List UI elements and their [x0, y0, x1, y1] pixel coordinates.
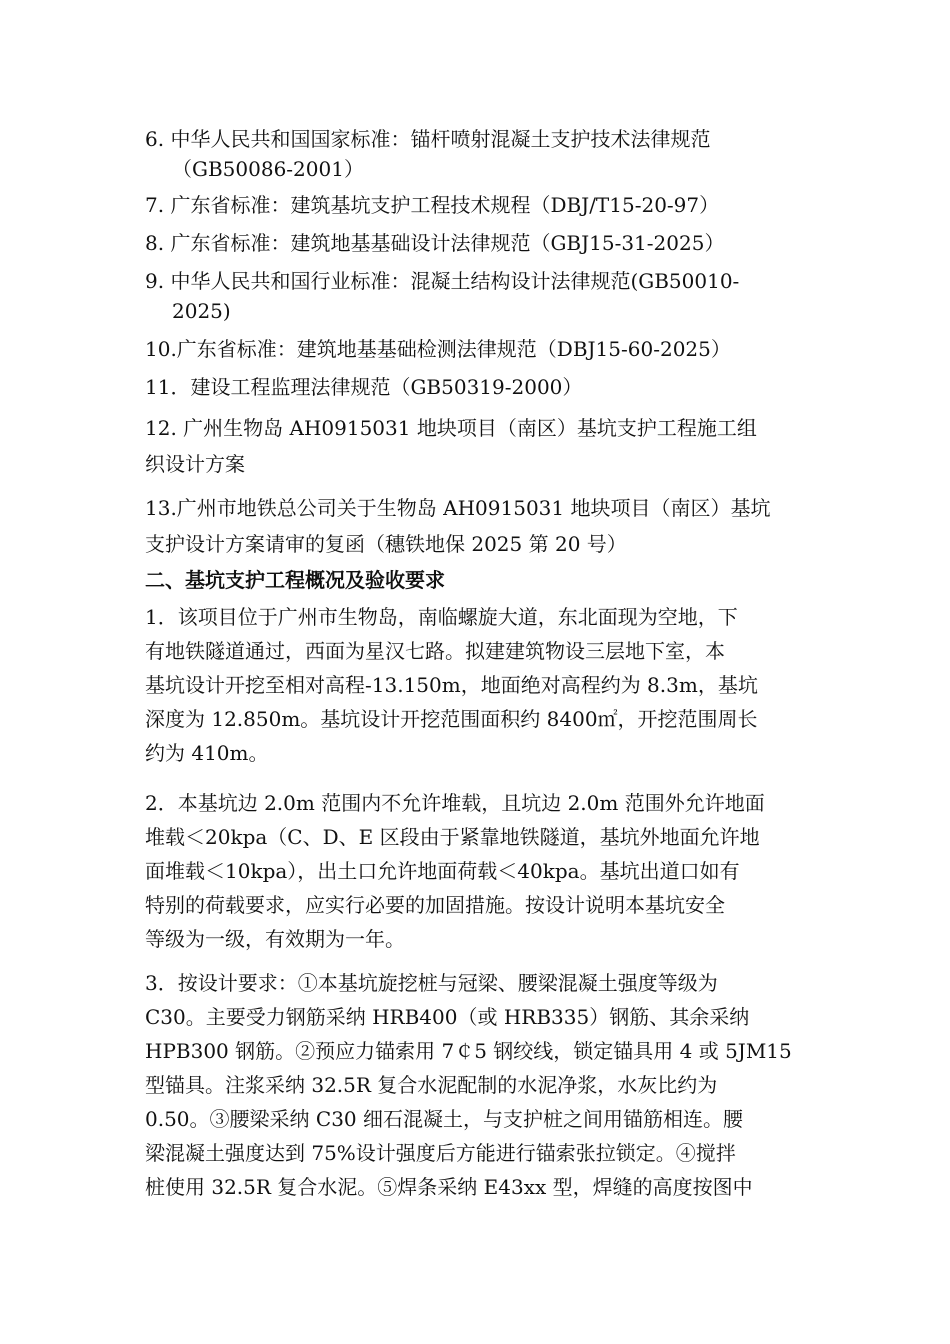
reference-item — [145, 124, 815, 184]
paragraph-line: 桩使用 32.5R 复合水泥。⑤焊条采纳 E43xx 型，焊缝的高度按图中 — [145, 1175, 753, 1199]
reference-item — [145, 266, 815, 326]
reference-line-continued: （GB50086-2001） — [172, 157, 364, 181]
reference-item — [145, 490, 815, 562]
paragraph-line: 型锚具。注浆采纳 32.5R 复合水泥配制的水泥净浆，水灰比约为 — [145, 1073, 718, 1097]
paragraph-line: 深度为 12.850m。基坑设计开挖范围面积约 8400㎡，开挖范围周长 — [145, 707, 758, 731]
reference-line: 10.广东省标准：建筑地基基础检测法律规范（DBJ15-60-2025） — [145, 337, 731, 361]
reference-line: 11．建设工程监理法律规范（GB50319-2000） — [145, 375, 583, 399]
paragraph-line: 3．按设计要求：①本基坑旋挖桩与冠梁、腰梁混凝土强度等级为 — [145, 971, 718, 995]
paragraph-line: 基坑设计开挖至相对高程-13.150m，地面绝对高程约为 8.3m，基坑 — [145, 673, 758, 697]
paragraph-line: 1．该项目位于广州市生物岛，南临螺旋大道，东北面现为空地，下 — [145, 605, 738, 629]
paragraph-line: 2．本基坑边 2.0m 范围内不允许堆载，且坑边 2.0m 范围外允许地面 — [145, 791, 765, 815]
paragraph-line: 0.50。③腰梁采纳 C30 细石混凝土，与支护桩之间用锚筋相连。腰 — [145, 1107, 743, 1131]
section-heading: 二、基坑支护工程概况及验收要求 — [145, 568, 445, 592]
reference-line: 支护设计方案请审的复函（穗铁地保 2025 第 20 号） — [145, 532, 627, 556]
reference-line: 13.广州市地铁总公司关于生物岛 AH0915031 地块项目（南区）基坑 — [145, 496, 771, 520]
reference-item — [145, 410, 815, 482]
paragraph-line: 约为 410m。 — [145, 741, 269, 765]
reference-line: 织设计方案 — [145, 452, 245, 476]
reference-list — [145, 124, 815, 562]
paragraph-line: C30。主要受力钢筋采纳 HRB400（或 HRB335）钢筋、其余采纳 — [145, 1005, 750, 1029]
paragraph-line: 堆载＜20kpa（C、D、E 区段由于紧靠地铁隧道，基坑外地面允许地 — [145, 825, 760, 849]
reference-line: 7. 广东省标准：建筑基坑支护工程技术规程（DBJ/T15-20-97） — [145, 193, 720, 217]
paragraph-line: HPB300 钢筋。②预应力锚索用 7￠5 钢绞线，锁定锚具用 4 或 5JM15 — [145, 1039, 792, 1063]
reference-line: 6. 中华人民共和国国家标准：锚杆喷射混凝土支护技术法律规范 — [145, 127, 711, 151]
reference-item — [145, 334, 815, 364]
paragraph-line: 等级为一级，有效期为一年。 — [145, 927, 405, 951]
reference-line: 12. 广州生物岛 AH0915031 地块项目（南区）基坑支护工程施工组 — [145, 416, 757, 440]
body-paragraph-3 — [145, 966, 815, 1204]
body-paragraph-1 — [145, 600, 815, 770]
paragraph-line: 有地铁隧道通过，西面为星汉七路。拟建建筑物设三层地下室，本 — [145, 639, 725, 663]
reference-item — [145, 228, 815, 258]
reference-line-continued: 2025) — [172, 299, 231, 323]
paragraph-line: 面堆载＜10kpa），出土口允许地面荷载＜40kpa。基坑出道口如有 — [145, 859, 740, 883]
paragraph-line: 特别的荷载要求，应实行必要的加固措施。按设计说明本基坑安全 — [145, 893, 725, 917]
paragraph-line: 梁混凝土强度达到 75%设计强度后方能进行锚索张拉锁定。④搅拌 — [145, 1141, 736, 1165]
reference-item — [145, 190, 815, 220]
reference-item — [145, 372, 815, 402]
body-paragraph-2 — [145, 786, 815, 956]
reference-line: 9. 中华人民共和国行业标准：混凝土结构设计法律规范(GB50010- — [145, 269, 740, 293]
reference-line: 8. 广东省标准：建筑地基基础设计法律规范（GBJ15-31-2025） — [145, 231, 725, 255]
